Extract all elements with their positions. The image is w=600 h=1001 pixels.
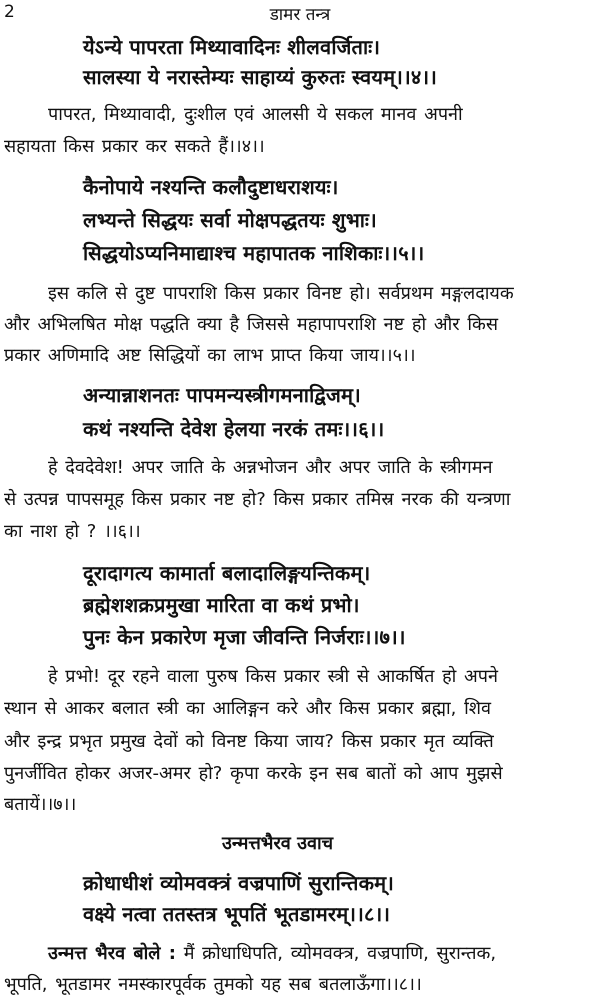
verse-1-line-2: सालस्या ये नरास्तेम्यः साहाय्यं कुरुतः स्वयम्।।४।। xyxy=(83,65,438,89)
prose-3-line-3: का नाश हो ? ।।६।। xyxy=(4,521,141,542)
section-heading: उन्मत्तभैरव उवाच xyxy=(222,833,334,854)
prose-3-line-2: से उत्पन्न पापसमूह किस प्रकार नष्ट हो? किस प्रकार तमिस्र नरक की यन्त्रणा xyxy=(4,489,511,510)
verse-2-line-2: लभ्यन्ते सिद्धयः सर्वा मोक्षपद्धतयः शुभाः। xyxy=(83,208,377,232)
prose-4-line-4: पुनर्जीवित होकर अजर-अमर हो? कृपा करके इन सब बातों को आप मुझसे xyxy=(4,763,503,784)
prose-4-line-3: और इन्द्र प्रभृत प्रमुख देवों को विनष्ट किया जाय? किस प्रकार मृत व्यक्ति xyxy=(4,731,494,752)
prose-4-line-5: बतायें।।७।। xyxy=(4,794,77,815)
prose-4-line-2: स्थान से आकर बलात स्त्री का आलिङ्गन करे और किस प्रकार ब्रह्मा, शिव xyxy=(4,698,492,719)
verse-4-line-1: दूरादागत्य कामार्ता बलादालिङ्गयन्तिकम्। xyxy=(83,561,371,585)
prose-4-line-1: हे प्रभो! दूर रहने वाला पुरुष किस प्रकार स्त्री से आकर्षित हो अपने xyxy=(48,666,498,687)
prose-5-line-1-rest: मैं क्रोधाधिपति, व्योमवक्त्र, वज्रपाणि, सुरान्तक, xyxy=(175,943,497,964)
verse-2-line-3: सिद्धयोऽप्यनिमाद्याश्च महापातक नाशिकाः।।५।। xyxy=(83,241,425,265)
verse-4-line-3: पुनः केन प्रकारेण मृजा जीवन्ति निर्जराः।।७।। xyxy=(83,625,406,649)
verse-5-line-2: वक्ष्ये नत्वा ततस्तत्र भूपतिं भूतडामरम्।।८।। xyxy=(83,902,391,926)
verse-3-line-1: अन्यान्नाशनतः पापमन्यस्त्रीगमनाद्विजम्। xyxy=(83,383,361,407)
prose-3-line-1: हे देवदेवेश! अपर जाति के अन्नभोजन और अपर जाति के स्त्रीगमन xyxy=(48,457,493,478)
verse-3-line-2: कथं नश्यन्ति देवेश हेलया नरकं तमः।।६।। xyxy=(83,417,385,441)
prose-2-line-1: इस कलि से दुष्ट पापराशि किस प्रकार विनष्ट हो। सर्वप्रथम मङ्गलदायक xyxy=(48,283,514,304)
verse-1-line-1: ये॓ऽन्ये पापरता मिथ्यावादिनः शीलवर्जिताः। xyxy=(83,35,381,59)
verse-2-line-1: कैनोपाये नश्यन्ति कलौदुष्टाधराशयः। xyxy=(83,175,339,199)
page-number: 2 xyxy=(4,2,15,22)
verse-4-line-2: ब्रह्मेशशक्रप्रमुखा मारिता वा कथं प्रभो। xyxy=(83,593,360,617)
prose-1-line-2: सहायता किस प्रकार कर सकते हैं।।४।। xyxy=(4,136,265,157)
prose-1-line-1: पापरत, मिथ्यावादी, दुःशील एवं आलसी ये सकल मानव अपनी xyxy=(48,104,463,125)
speaker-label: उन्मत्त भैरव बोले : xyxy=(48,943,176,964)
prose-2-line-2: और अभिलषित मोक्ष पद्धति क्या है जिससे महापापराशि नष्ट हो और किस xyxy=(4,314,498,335)
prose-5-line-2: भूपति, भूतडामर नमस्कारपूर्वक तुमको यह सब बतलाऊँगा।।८।। xyxy=(4,974,422,995)
prose-5-line-1 xyxy=(48,945,496,963)
prose-2-line-3: प्रकार अणिमादि अष्ट सिद्धियों का लाभ प्राप्त किया जाय।।५।। xyxy=(4,345,416,366)
running-header: डामर तन्त्र xyxy=(269,5,331,25)
verse-5-line-1: क्रोधाधीशं व्योमवक्त्रं वज्रपाणिं सुरान्तिकम्। xyxy=(83,871,395,895)
